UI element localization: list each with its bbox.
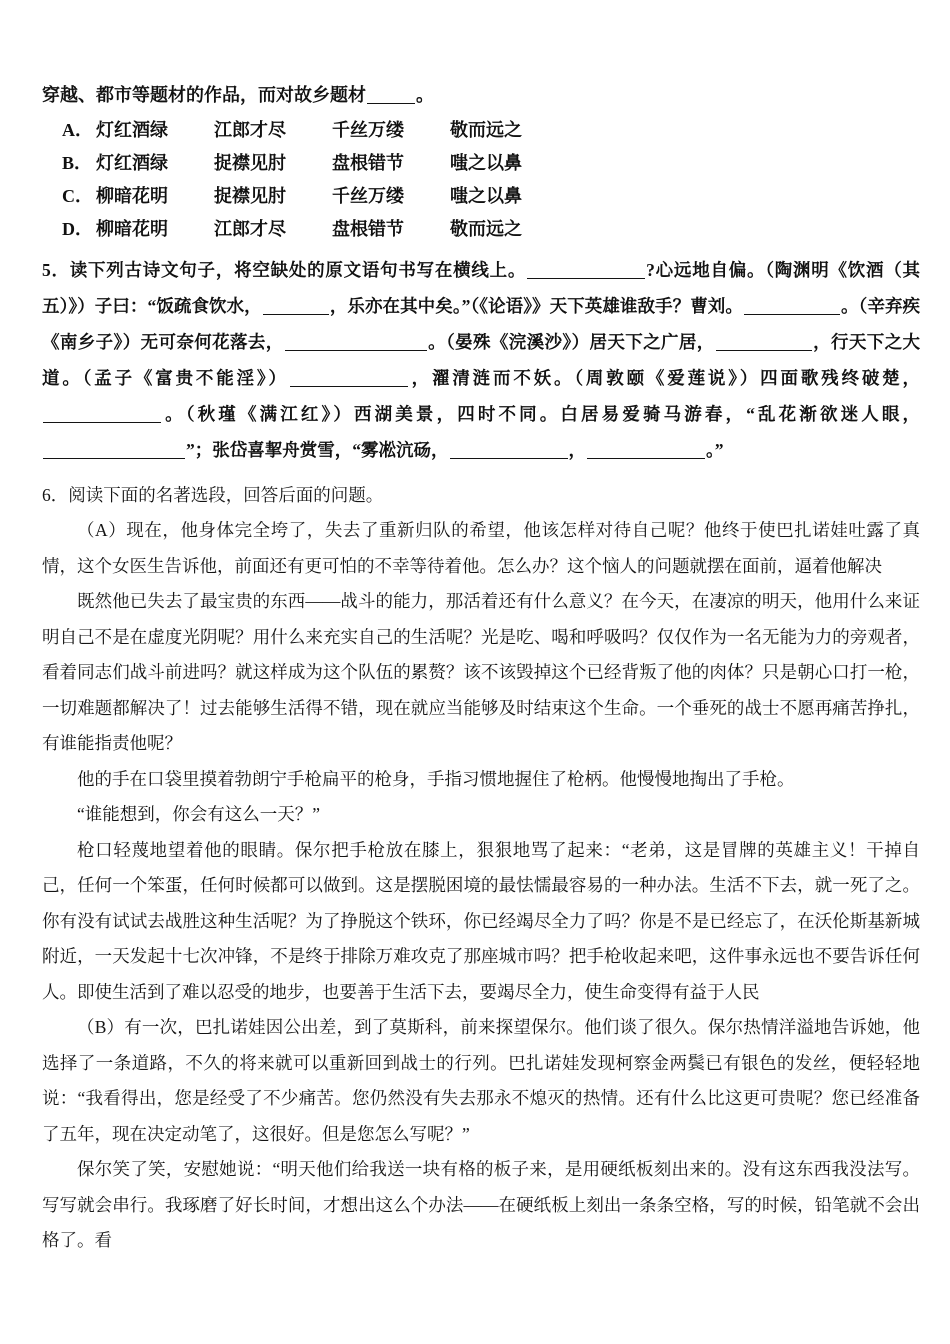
option-a-idiom-3: 千丝万缕 xyxy=(332,120,404,140)
passage-b-paragraph-1: （B）有一次，巴扎诺娃因公出差，到了莫斯科，前来探望保尔。他们谈了很久。保尔热情洋溢地告诉她，他选择了一条道路，不久的将来就可以重新回到战士的行列。巴扎诺娃发现柯察金两鬓已有银色的发丝，便轻轻地说：“我看得出，您是经受了不少痛苦。您仍然没有失去那永不熄灭的热情。还有什么比这更可贵呢？您已经准备了五年，现在决定动笔了，这很好。但是您怎么写呢？” xyxy=(42,1017,920,1144)
question5-segment-8: ”；张岱喜挈舟赏雪，“雾凇沆砀， xyxy=(186,440,449,460)
question5-blank-7 xyxy=(43,407,161,423)
passage-a-paragraph-2: 既然他已失去了最宝贵的东西——战斗的能力，那活着还有什么意义？在今天，在凄凉的明天，他用什么来证明自己不是在虚度光阴呢？用什么来充实自己的生活呢？光是吃、喝和呼吸吗？仅仅作为一名无能为力的旁观者，看着同志们战斗前进吗？就这样成为这个队伍的累赘？该不该毁掉这个已经背叛了他的肉体？只是朝心口打一枪，一切难题都解决了！过去能够生活得不错，现在就应当能够及时结束这个生命。一个垂死的战士不愿再痛苦挣扎，有谁能指责他呢？ xyxy=(42,591,920,753)
question5-blank-8 xyxy=(43,443,185,459)
question5-segment-10: 。” xyxy=(706,440,724,460)
option-row-d[interactable] xyxy=(42,213,920,246)
question5 xyxy=(42,252,920,468)
question4-stem-text: 穿越、都市等题材的作品，而对故乡题材 xyxy=(42,85,366,105)
question6-number: 6． xyxy=(42,485,69,505)
option-c-idiom-1: 柳暗花明 xyxy=(96,186,168,206)
question4-stem-period: 。 xyxy=(416,85,434,105)
option-d-letter: D． xyxy=(62,219,93,239)
question5-blank-2 xyxy=(263,299,329,315)
option-row-a[interactable] xyxy=(42,114,920,147)
passage-b-paragraph-2: 保尔笑了笑，安慰她说：“明天他们给我送一块有格的板子来，是用硬纸板刻出来的。没有这东西我没法写。写写就会串行。我琢磨了好长时间，才想出这么个办法——在硬纸板上刻出一条条空格，写的时候，铅笔就不会出格了。看 xyxy=(42,1159,920,1250)
question5-stem: 读下列古诗文句子，将空缺处的原文语句书写在横线上。 xyxy=(69,260,527,280)
question5-blank-5 xyxy=(716,335,812,351)
question5-segment-6: ，濯清涟而不妖。（周敦颐《爱莲说》）四面歌残终破楚， xyxy=(408,368,921,388)
passage-a-paragraph-1: （A）现在，他身体完全垮了，失去了重新归队的希望，他该怎样对待自己呢？他终于使巴扎诺娃吐露了真情，这个女医生告诉他，前面还有更可怕的不幸等待着他。怎么办？这个恼人的问题就摆在面前，逼着他解决 xyxy=(42,520,920,576)
question5-blank-1 xyxy=(527,263,645,279)
question4-options xyxy=(42,114,920,246)
option-b-letter: B． xyxy=(62,153,93,173)
option-d-idiom-3: 盘根错节 xyxy=(332,219,404,239)
question5-segment-1: ?心远地自偏。（陶渊明《饮酒（其五）》）子曰：“饭疏食饮水， xyxy=(42,260,921,316)
passage-a-paragraph-3: 他的手在口袋里摸着勃朗宁手枪扁平的枪身，手指习惯地握住了枪柄。他慢慢地掏出了手枪。 xyxy=(77,768,795,789)
option-c-idiom-4: 嗤之以鼻 xyxy=(450,186,522,206)
option-a-letter: A． xyxy=(62,120,93,140)
question5-segment-3: 。（辛弃疾《南乡子》）无可奈何花落去， xyxy=(42,296,921,352)
question5-segment-2: ，乐亦在其中矣。”（《论语》》天下英雄谁敌手？曹刘。 xyxy=(329,296,743,316)
question5-segment-9: ， xyxy=(568,440,586,460)
question5-segment-5: ，行天下之大道。（孟子《富贵不能淫》） xyxy=(42,332,921,388)
option-row-c[interactable] xyxy=(42,180,920,213)
question5-blank-9 xyxy=(450,443,568,459)
question6-stem: 阅读下面的名著选段，回答后面的问题。 xyxy=(68,485,384,505)
question5-number: 5． xyxy=(42,260,70,280)
question5-blank-6 xyxy=(290,371,408,387)
option-d-idiom-2: 江郎才尽 xyxy=(214,219,286,239)
question5-blank-3 xyxy=(744,299,840,315)
question5-blank-10 xyxy=(587,443,705,459)
option-b-idiom-2: 捉襟见肘 xyxy=(214,153,286,173)
option-a-idiom-4: 敬而远之 xyxy=(450,120,522,140)
option-c-idiom-2: 捉襟见肘 xyxy=(214,186,286,206)
question5-segment-4: 。（晏殊《浣溪沙》）居天下之广居， xyxy=(427,332,715,352)
option-c-idiom-3: 千丝万缕 xyxy=(332,186,404,206)
question5-segment-7: 。（秋瑾《满江红》）西湖美景，四时不同。白居易爱骑马游春，“乱花渐欲迷人眼， xyxy=(162,404,920,424)
passage-a-paragraph-4: “谁能想到，你会有这么一天？” xyxy=(77,804,321,824)
question5-blank-4 xyxy=(285,335,427,351)
option-b-idiom-4: 嗤之以鼻 xyxy=(450,153,522,173)
passage-a-paragraph-5: 枪口轻蔑地望着他的眼睛。保尔把手枪放在膝上，狠狠地骂了起来：“老弟，这是冒牌的英雄主义！干掉自己，任何一个笨蛋，任何时候都可以做到。这是摆脱困境的最怯懦最容易的一种办法。生活不下去，就一死了之。你有没有试试去战胜这种生活呢？为了挣脱这个铁环，你已经竭尽全力了吗？你是不是已经忘了，在沃伦斯基新城附近，一天发起十七次冲锋，不是终于排除万难攻克了那座城市吗？把手枪收起来吧，这件事永远也不要告诉任何人。即使生活到了难以忍受的地步，也要善于生活下去，要竭尽全力，使生命变得有益于人民 xyxy=(42,839,920,1002)
option-b-idiom-1: 灯红酒绿 xyxy=(96,153,168,173)
option-row-b[interactable] xyxy=(42,147,920,180)
question6-stem-line xyxy=(42,478,920,513)
question4-stem-blank xyxy=(367,88,415,104)
option-c-letter: C． xyxy=(62,186,93,206)
option-a-idiom-1: 灯红酒绿 xyxy=(96,120,168,140)
option-d-idiom-1: 柳暗花明 xyxy=(96,219,168,239)
option-a-idiom-2: 江郎才尽 xyxy=(214,120,286,140)
question4-stem-tail xyxy=(42,78,920,112)
option-d-idiom-4: 敬而远之 xyxy=(450,219,522,239)
option-b-idiom-3: 盘根错节 xyxy=(332,153,404,173)
